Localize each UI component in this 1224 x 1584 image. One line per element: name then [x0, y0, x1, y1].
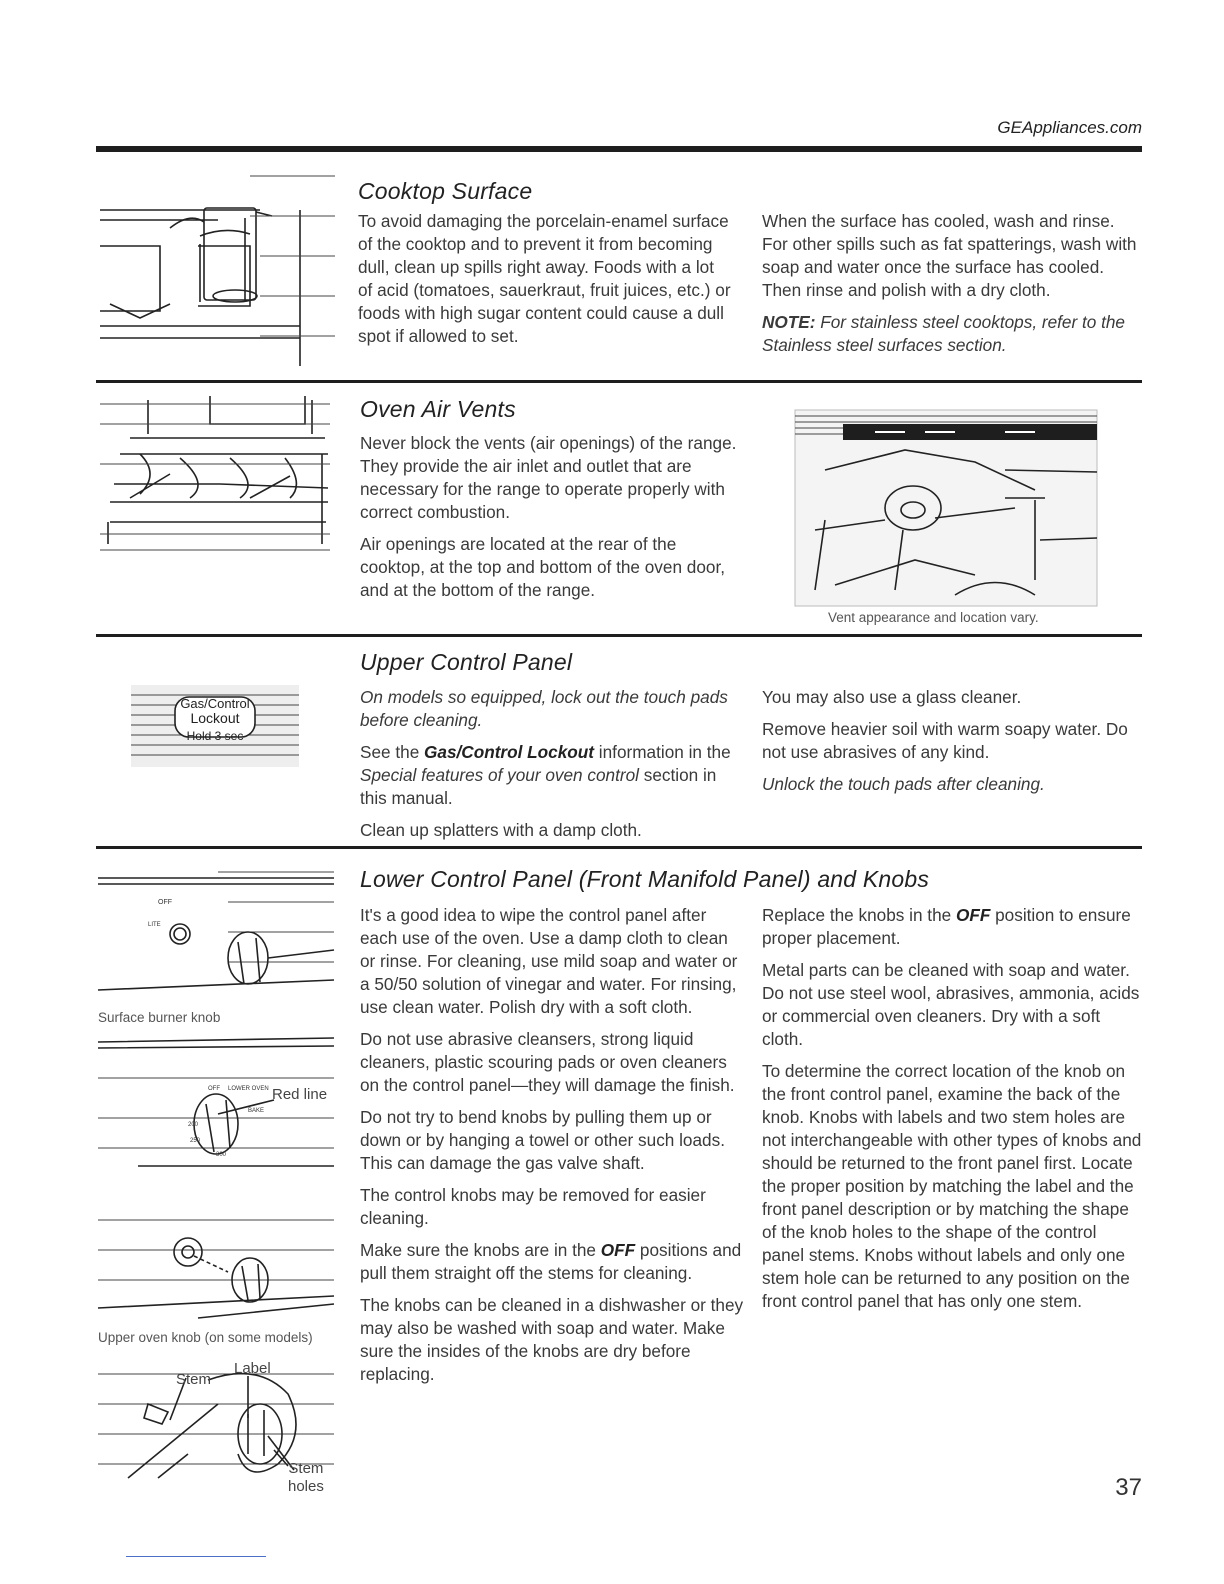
upper-text-1: On models so equipped, lock out the touch pads before cleaning.	[360, 687, 728, 730]
surface-burner-knob-caption: Surface burner knob	[98, 1010, 221, 1025]
svg-text:LOWER OVEN: LOWER OVEN	[228, 1086, 269, 1092]
badge-line-1: Gas/Control	[180, 696, 250, 711]
vent-photo	[795, 410, 1097, 606]
lower-text-9: To determine the correct location of the knob on the front control panel, examine the back of the knob. Knobs with labels and two stem holes are not interchangeable with other types of knobs and should be returned to the front panel first. Locate the proper position by matching the label and the front panel description or by matching the shape of the knob holes to the shape of the control panel stems. Knobs without labels and only one stem hole can be returned to any position on the front control panel that has only one stem.	[762, 1061, 1142, 1311]
note-text: For stainless steel cooktops, refer to the Stainless steel surfaces section.	[762, 312, 1125, 355]
stem-holes-line-1: Stem	[288, 1460, 324, 1477]
section-divider	[96, 380, 1142, 383]
upper-col2	[762, 686, 1137, 805]
lower-text-6: The knobs can be cleaned in a dishwasher or they may also be washed with soap and water. Make sure the insides of the knobs are dry before replacing.	[360, 1295, 744, 1384]
upper-text-6: Unlock the touch pads after cleaning.	[762, 774, 1045, 794]
vents-text-2: Air openings are located at the rear of the cooktop, at the top and bottom of the oven door, and at the bottom of the range.	[360, 534, 726, 600]
vents-col	[360, 432, 745, 611]
lower-col2	[762, 904, 1142, 1322]
upper-title: Upper Control Panel	[360, 649, 573, 675]
gas-control-lockout-ref: Gas/Control Lockout	[424, 742, 595, 762]
svg-text:OFF: OFF	[208, 1086, 220, 1092]
lower-text-8: Metal parts can be cleaned with soap and water. Do not use steel wool, abrasives, ammonia, acids or commercial oven cleaners. Dry with a soft cloth.	[762, 960, 1140, 1049]
cooktop-text: To avoid damaging the porcelain-enamel surface of the cooktop and to prevent it from becoming dull, clean up spills right away. Foods with a lot of acid (tomatoes, sauerkraut, fruit juices, etc.) or foods with high sugar content could cause a dull spot if allowed to set.	[358, 211, 731, 346]
upper-text-3: Clean up splatters with a damp cloth.	[360, 820, 642, 840]
badge-line-3: Hold 3 sec	[186, 729, 244, 743]
lower-text-2: Do not use abrasive cleansers, strong liquid cleaners, plastic scouring pads or oven cleaners on the control panel—they will damage the finish.	[360, 1029, 735, 1095]
lower-text-7c: position to ensure proper placement.	[762, 905, 1131, 948]
site-url: GEAppliances.com	[997, 118, 1142, 137]
stem-holes-callout	[288, 1460, 324, 1496]
svg-text:300: 300	[216, 1152, 227, 1158]
surface-burner-knob-illustration	[98, 872, 334, 1002]
off-keyword: OFF	[955, 905, 991, 925]
stem-holes-line-2: holes	[288, 1478, 324, 1495]
lower-col1	[360, 904, 745, 1395]
cooktop-illustration	[100, 176, 335, 366]
knob-on-stem-illustration	[98, 1200, 334, 1328]
footer-line	[126, 1556, 266, 1557]
lower-text-5	[360, 1239, 745, 1285]
badge-line-2: Lockout	[190, 710, 240, 726]
svg-text:BAKE: BAKE	[248, 1108, 265, 1114]
section-divider	[96, 846, 1142, 849]
note-label: NOTE:	[762, 312, 816, 332]
cooktop-title: Cooktop Surface	[358, 178, 533, 204]
vents-text-1: Never block the vents (air openings) of the range. They provide the air inlet and outlet that are necessary for the range to operate properly with correct combustion.	[360, 433, 737, 522]
stem-callout: Stem	[176, 1371, 212, 1388]
svg-text:LITE: LITE	[148, 922, 161, 928]
page-number: 37	[1115, 1474, 1142, 1501]
upper-oven-knob-illustration	[98, 1028, 334, 1188]
lower-title: Lower Control Panel (Front Manifold Panel) and Knobs	[360, 866, 930, 892]
lower-text-3: Do not try to bend knobs by pulling them up or down or by hanging a towel or other such loads. This can damage the gas valve shaft.	[360, 1107, 725, 1173]
upper-text-2e: section in this manual.	[360, 765, 717, 808]
vents-title: Oven Air Vents	[360, 396, 516, 422]
cooktop-col2	[762, 210, 1137, 366]
upper-oven-knob-caption: Upper oven knob (on some models)	[98, 1330, 313, 1345]
lower-text-7a: Replace the knobs in the	[762, 905, 956, 925]
svg-text:250: 250	[190, 1138, 201, 1144]
upper-text-5: Remove heavier soil with warm soapy water. Do not use abrasives of any kind.	[762, 719, 1128, 762]
label-callout: Label	[234, 1360, 271, 1377]
header-rule	[96, 146, 1142, 152]
off-keyword: OFF	[600, 1240, 636, 1260]
upper-col1	[360, 686, 745, 851]
cooktop-col1	[358, 210, 733, 357]
lower-text-4: The control knobs may be removed for easier cleaning.	[360, 1185, 706, 1228]
red-line-label: Red line	[272, 1086, 328, 1103]
special-features-ref: Special features of your oven control	[360, 765, 639, 785]
lower-text-5c: positions and pull them straight off the stems for cleaning.	[360, 1240, 742, 1283]
cooktop-note	[762, 311, 1137, 357]
upper-text-2	[360, 741, 745, 810]
lower-text-7	[762, 904, 1142, 950]
section-divider	[96, 634, 1142, 637]
cooktop-text-2: When the surface has cooled, wash and rinse. For other spills such as fat spatterings, wash with soap and water once the surface has cooled. Then rinse and polish with a dry cloth.	[762, 211, 1137, 300]
upper-text-2a: See the	[360, 742, 425, 762]
lockout-badge-text	[131, 697, 299, 743]
lower-text-1: It's a good idea to wipe the control panel after each use of the oven. Use a damp cloth to clean or rinse. For cleaning, use mild soap and water or a 50/50 solution of vinegar and water. For rinsing, use clean water. Polish dry with a soft cloth.	[360, 905, 738, 1017]
range-illustration	[100, 394, 330, 554]
upper-text-2c: information in the	[594, 742, 731, 762]
upper-text-4: You may also use a glass cleaner.	[762, 687, 1022, 707]
lower-text-5a: Make sure the knobs are in the	[360, 1240, 601, 1260]
svg-text:200: 200	[188, 1122, 199, 1128]
vents-caption: Vent appearance and location vary.	[828, 610, 1039, 625]
svg-text:OFF: OFF	[158, 899, 172, 906]
